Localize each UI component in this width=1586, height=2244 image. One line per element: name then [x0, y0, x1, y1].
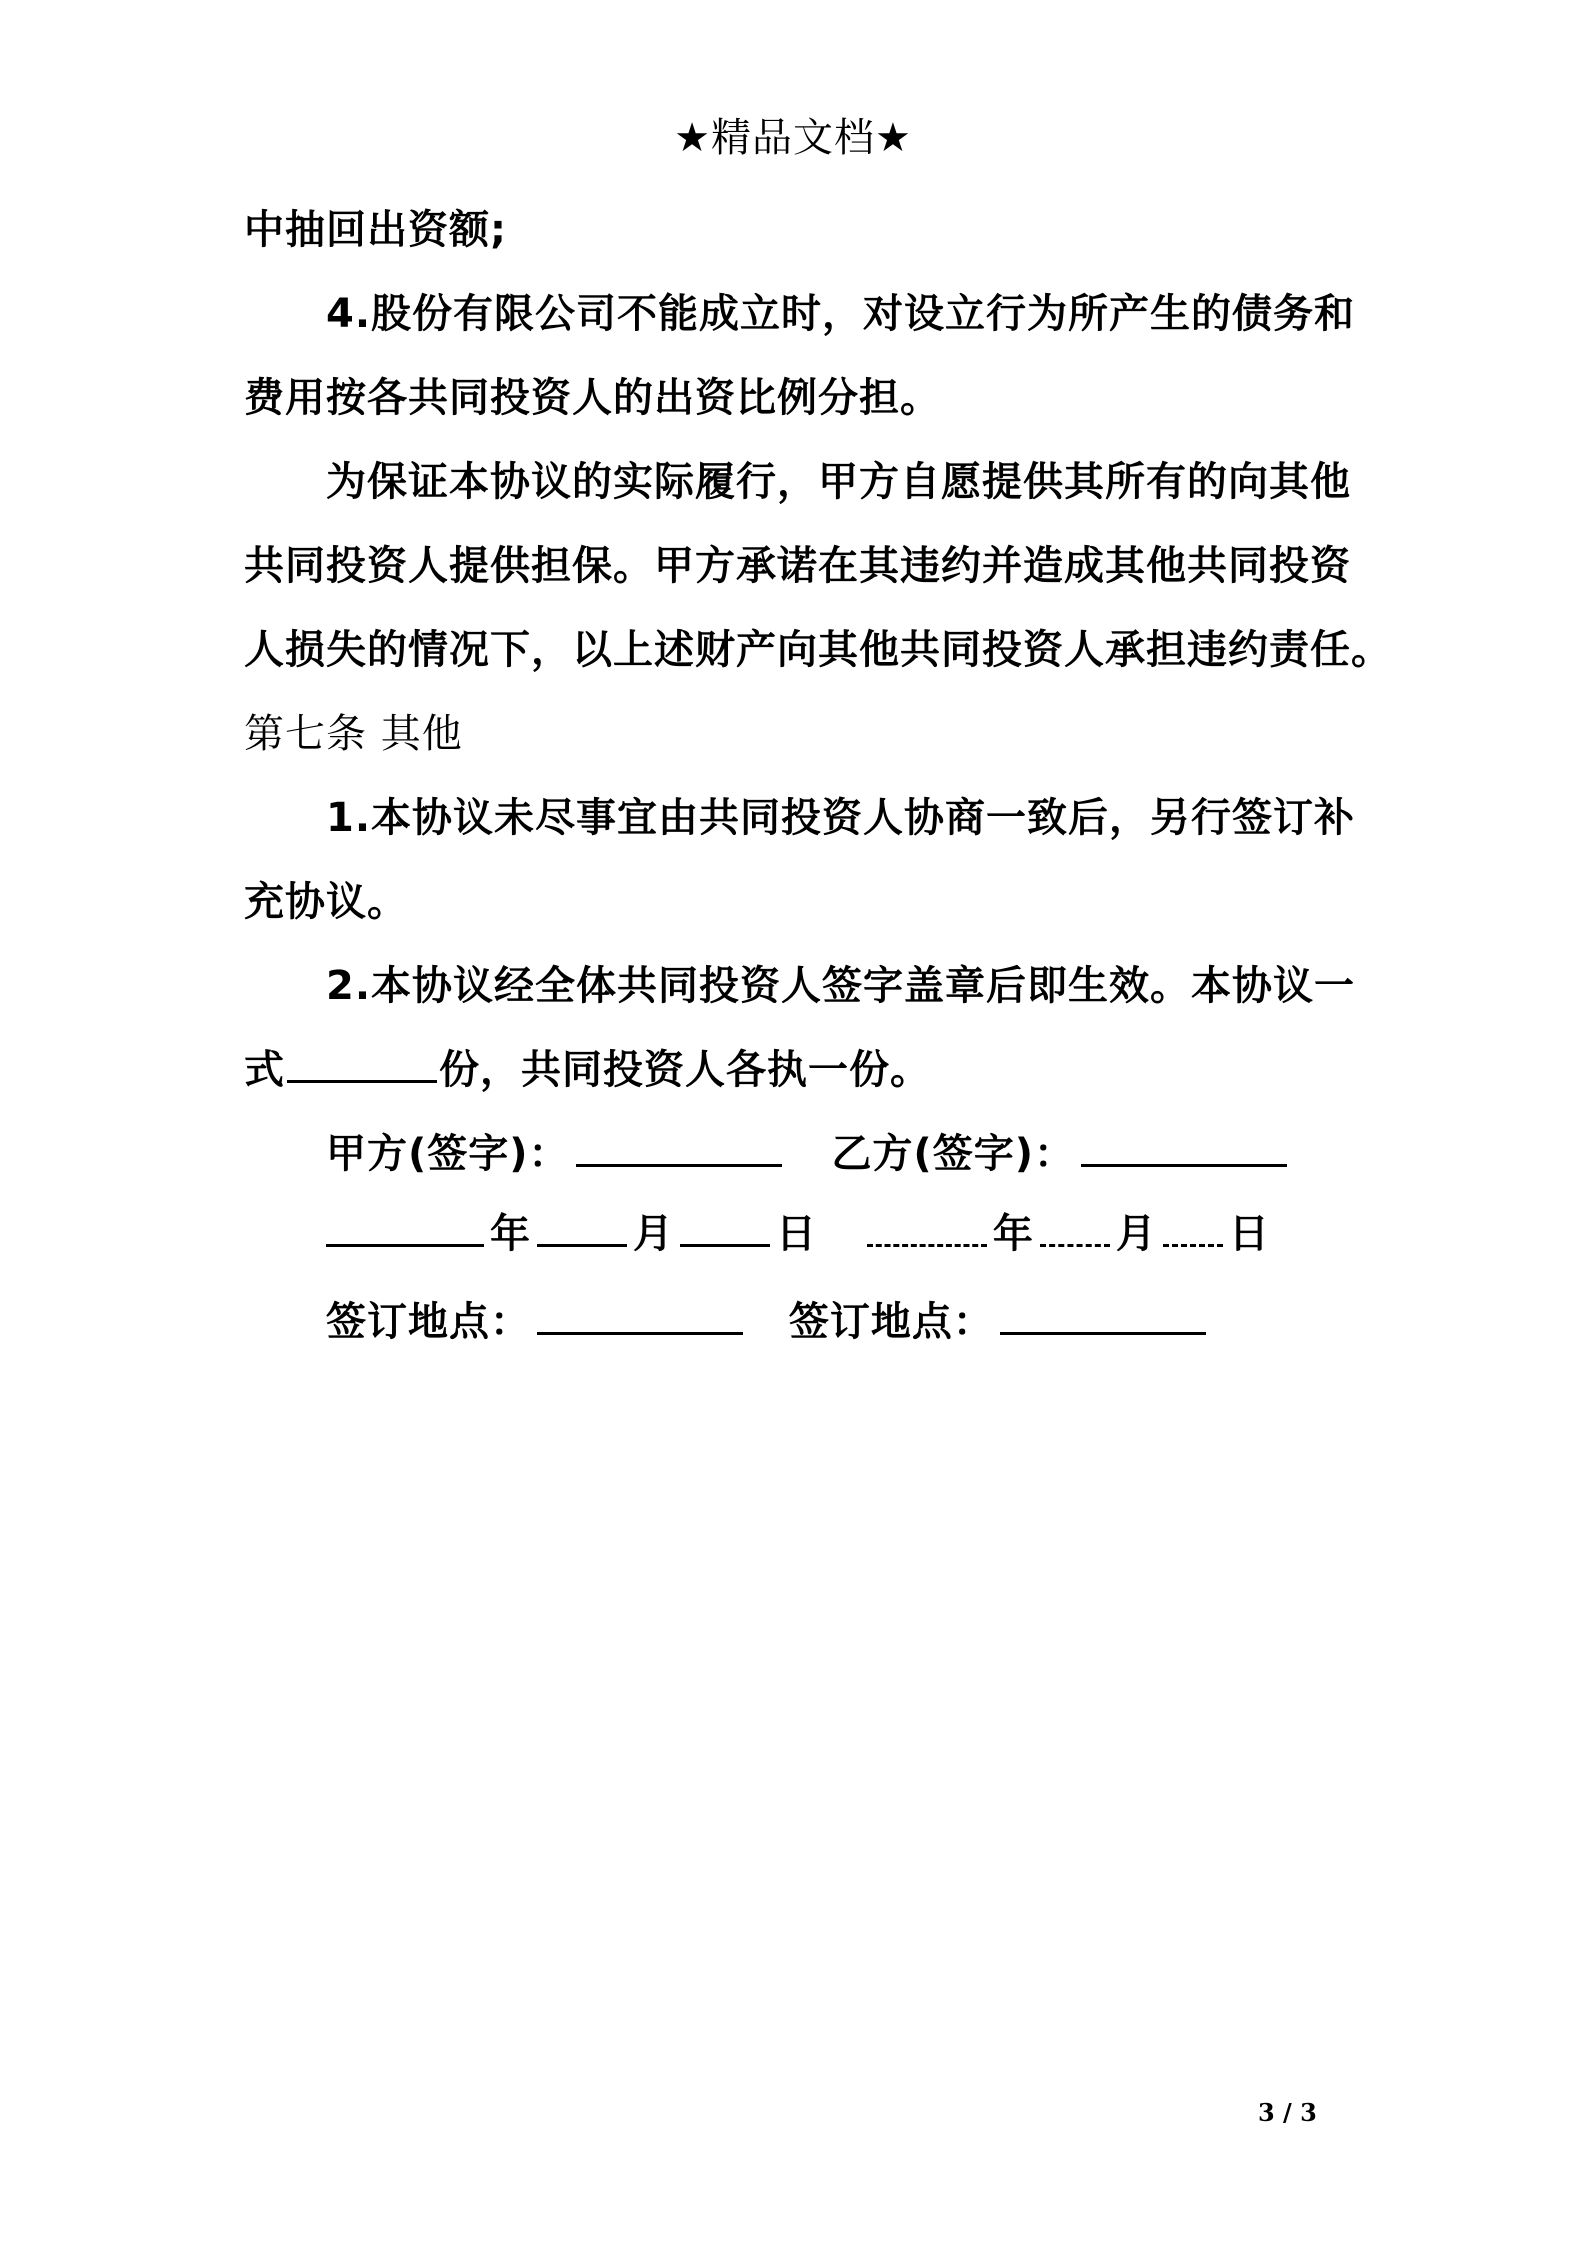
signature-row: [326, 1124, 1293, 1184]
party-a-place-label: 签订地点：: [326, 1299, 531, 1345]
paragraph-line: 人损失的情况下，以上述财产向其他共同投资人承担违约责任。: [244, 627, 1392, 673]
party-b-year-label: 年: [992, 1211, 1034, 1257]
party-b-day-blank: [1163, 1204, 1223, 1247]
paragraph-line: 为保证本协议的实际履行，甲方自愿提供其所有的向其他: [326, 459, 1351, 505]
copies-prefix: 式: [244, 1047, 285, 1093]
party-a-sign-label: 甲方(签字)：: [326, 1131, 570, 1177]
party-b-month-blank: [1040, 1204, 1110, 1247]
party-a-sign-blank: [576, 1124, 782, 1167]
party-a-place-blank: [537, 1292, 743, 1335]
party-b-place-label: 签订地点：: [788, 1299, 994, 1345]
copies-count-blank: [287, 1040, 437, 1083]
copies-line: [244, 1040, 931, 1100]
party-a-year-blank: [326, 1204, 484, 1247]
copies-suffix: 份，共同投资人各执一份。: [439, 1047, 931, 1093]
page-number: 3 / 3: [1258, 2098, 1317, 2127]
party-b-year-blank: [867, 1204, 987, 1247]
page-header-title: ★精品文档★: [674, 115, 912, 161]
paragraph-line: 共同投资人提供担保。甲方承诺在其违约并造成其他共同投资: [244, 543, 1351, 589]
party-b-sign-blank: [1081, 1124, 1287, 1167]
date-row: [326, 1204, 1270, 1264]
party-b-day-label: 日: [1228, 1211, 1270, 1257]
party-b-place-blank: [1000, 1292, 1206, 1335]
section-heading: 第七条 其他: [244, 711, 463, 757]
party-b-month-label: 月: [1115, 1211, 1157, 1257]
paragraph-line: 4.股份有限公司不能成立时，对设立行为所产生的债务和: [326, 291, 1356, 337]
paragraph-line: 1.本协议未尽事宜由共同投资人协商一致后，另行签订补: [326, 795, 1356, 841]
place-row: [326, 1292, 1212, 1352]
party-a-day-blank: [680, 1204, 770, 1247]
party-a-month-blank: [537, 1204, 627, 1247]
party-b-sign-label: 乙方(签字)：: [831, 1131, 1075, 1177]
paragraph-line: 2.本协议经全体共同投资人签字盖章后即生效。本协议一: [326, 963, 1356, 1009]
paragraph-line: 费用按各共同投资人的出资比例分担。: [244, 375, 941, 421]
party-a-month-label: 月: [633, 1211, 674, 1257]
party-a-year-label: 年: [490, 1211, 531, 1257]
party-a-day-label: 日: [776, 1211, 817, 1257]
paragraph-line: 充协议。: [244, 879, 408, 925]
paragraph-line: 中抽回出资额;: [244, 207, 507, 253]
